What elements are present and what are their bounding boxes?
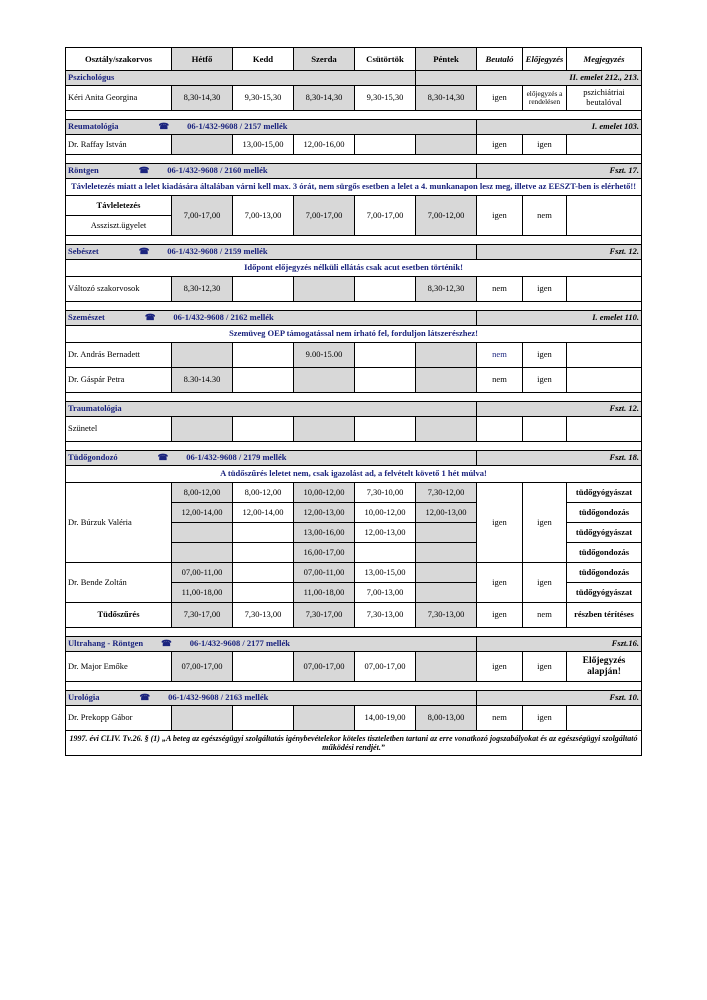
- table-row: [66, 417, 642, 442]
- note-cell: részben térítéses: [567, 603, 642, 628]
- booking-cell: nem: [523, 196, 567, 236]
- dept-name: Szemészet: [68, 312, 105, 323]
- dept-location: II. emelet 212., 213.: [416, 71, 642, 86]
- dept-phone: 06-1/432-9608 / 2159 mellék: [167, 246, 268, 257]
- table-row: [66, 652, 642, 682]
- booking-cell: igen: [523, 135, 567, 155]
- table-row: [66, 368, 642, 393]
- booking-cell: igen: [523, 343, 567, 368]
- hours-cell: 7,00-17,00: [355, 196, 416, 236]
- col-mon: Hétfő: [172, 48, 233, 71]
- booking-cell: nem: [523, 603, 567, 628]
- dept-name: Röntgen: [68, 165, 99, 176]
- dept-header-rheum: [66, 120, 642, 135]
- dept-notice: Távleletezés miatt a lelet kiadására általában várni kell max. 3 órát, nem sürgős esetben a lelet a 4. munkanapon lesz meg, illetve az EESZT-ben is elérhető!!: [66, 179, 642, 196]
- hours-cell: 8,30-14,30: [416, 86, 477, 111]
- booking-cell: igen: [523, 483, 567, 563]
- dept-location: Fszt. 10.: [477, 691, 642, 706]
- hours-cell: 8.30-14.30: [172, 368, 233, 393]
- doctor-name: Dr. András Bernadett: [66, 343, 172, 368]
- hours-cell: 7,00-17,00: [172, 196, 233, 236]
- referral-cell: nem: [477, 706, 523, 731]
- footer-row: [66, 731, 642, 756]
- col-thu: Csütörtök: [355, 48, 416, 71]
- table-row: [66, 277, 642, 302]
- doctor-name: Változó szakorvosok: [66, 277, 172, 302]
- hours-cell: [355, 543, 416, 563]
- dept-name: Reumatológia: [68, 121, 119, 132]
- dept-location: Fszt. 18.: [477, 451, 642, 466]
- dept-phone: 06-1/432-9608 / 2160 mellék: [167, 165, 268, 176]
- dept-header-surgery: [66, 245, 642, 260]
- hours-cell: 7,30-13,00: [416, 603, 477, 628]
- booking-cell: igen: [523, 563, 567, 603]
- doctor-name: Kéri Anita Georgina: [66, 86, 172, 111]
- hours-cell: 07,00-17,00: [294, 652, 355, 682]
- doctor-name: Dr. Búrzuk Valéria: [66, 483, 172, 563]
- hours-cell: [172, 523, 233, 543]
- doctor-name: Dr. Prekopp Gábor: [66, 706, 172, 731]
- table-row: [66, 196, 642, 216]
- booking-cell: igen: [523, 652, 567, 682]
- hours-cell: 8,00-12,00: [233, 483, 294, 503]
- dept-name: Pszichológus: [66, 71, 416, 86]
- hours-cell: 12,00-13,00: [355, 523, 416, 543]
- hours-cell: 11,00-18,00: [172, 583, 233, 603]
- dept-name: Traumatológia: [66, 402, 477, 417]
- referral-cell: igen: [477, 563, 523, 603]
- note-cell: tüdőgyógyászat: [567, 583, 642, 603]
- row-label: Assziszt.ügyelet: [66, 216, 172, 236]
- telephone-icon: ☎: [158, 121, 170, 132]
- hours-cell: 9,30-15,30: [233, 86, 294, 111]
- hours-cell: 16,00-17,00: [294, 543, 355, 563]
- header-row: [66, 48, 642, 71]
- hours-cell: [172, 543, 233, 563]
- dept-phone: 06-1/432-9608 / 2179 mellék: [186, 452, 287, 463]
- notice-row: [66, 466, 642, 483]
- dept-name: Ultrahang - Röntgen: [68, 638, 144, 649]
- telephone-icon: ☎: [139, 692, 151, 703]
- hours-cell: 9,30-15,30: [355, 86, 416, 111]
- hours-cell: [416, 543, 477, 563]
- hours-cell: 13,00-15,00: [355, 563, 416, 583]
- booking-cell: igen: [523, 277, 567, 302]
- telephone-icon: ☎: [144, 312, 156, 323]
- row-label: Tüdőszűrés: [66, 603, 172, 628]
- dept-name: Sebészet: [68, 246, 99, 257]
- referral-cell: igen: [477, 86, 523, 111]
- note-cell: tüdőgondozás: [567, 503, 642, 523]
- hours-cell: 12,00-13,00: [416, 503, 477, 523]
- referral-cell: igen: [477, 652, 523, 682]
- table-row: [66, 706, 642, 731]
- table-row: [66, 563, 642, 583]
- note-cell: pszichiátriai beutalóval: [567, 86, 642, 111]
- col-fri: Péntek: [416, 48, 477, 71]
- hours-cell: 07,00-17,00: [172, 652, 233, 682]
- dept-name: Tüdőgondozó: [68, 452, 118, 463]
- hours-cell: 10,00-12,00: [294, 483, 355, 503]
- booking-cell: előjegyzés a rendelésen: [523, 86, 567, 111]
- legal-footer: 1997. évi CLIV. Tv.26. § (1) „A beteg az egészségügyi szolgáltatás igénybevételekor köteles tiszteletben tartani az erre vonatkozó jogszabályokat és az egészségügyi szolgáltató működési rendjét.”: [66, 731, 642, 756]
- col-dept: Osztály/szakorvos: [66, 48, 172, 71]
- hours-cell: [233, 543, 294, 563]
- col-tue: Kedd: [233, 48, 294, 71]
- hours-cell: 12,00-16,00: [294, 135, 355, 155]
- telephone-icon: ☎: [157, 452, 169, 463]
- dept-header-psych: [66, 71, 642, 86]
- hours-cell: 7,30-12,00: [416, 483, 477, 503]
- dept-header-uro: [66, 691, 642, 706]
- hours-cell: [416, 563, 477, 583]
- telephone-icon: ☎: [138, 246, 150, 257]
- hours-cell: [416, 523, 477, 543]
- col-referral: Beutaló: [477, 48, 523, 71]
- telephone-icon: ☎: [161, 638, 172, 649]
- note-cell: Előjegyzés alapján!: [567, 652, 642, 682]
- row-label: Távleletezés: [66, 196, 172, 216]
- hours-cell: 7,30-13,00: [233, 603, 294, 628]
- hours-cell: 7,00-12,00: [416, 196, 477, 236]
- hours-cell: 13,00-16,00: [294, 523, 355, 543]
- dept-header-eye: [66, 311, 642, 326]
- note-cell: tüdőgondozás: [567, 543, 642, 563]
- doctor-name: Dr. Bende Zoltán: [66, 563, 172, 603]
- notice-row: [66, 326, 642, 343]
- dept-notice: Időpont előjegyzés nélküli ellátás csak acut esetben történik!: [66, 260, 642, 277]
- table-row: [66, 343, 642, 368]
- hours-cell: [233, 563, 294, 583]
- referral-cell: nem: [477, 343, 523, 368]
- dept-header-lung: [66, 451, 642, 466]
- hours-cell: 7,30-10,00: [355, 483, 416, 503]
- dept-location: I. emelet 103.: [477, 120, 642, 135]
- dept-location: Fszt.16.: [477, 637, 642, 652]
- table-row: [66, 135, 642, 155]
- dept-header-xray: [66, 164, 642, 179]
- hours-cell: 8,30-12,30: [172, 277, 233, 302]
- hours-cell: 7,00-13,00: [233, 196, 294, 236]
- dept-header-ultra: [66, 637, 642, 652]
- col-note: Megjegyzés: [567, 48, 642, 71]
- dept-location: Fszt. 17.: [477, 164, 642, 179]
- dept-location: Fszt. 12.: [477, 245, 642, 260]
- notice-row: [66, 260, 642, 277]
- hours-cell: 7,30-13,00: [355, 603, 416, 628]
- hours-cell: 12,00-13,00: [294, 503, 355, 523]
- doctor-name: Dr. Major Emőke: [66, 652, 172, 682]
- hours-cell: [416, 583, 477, 603]
- note-cell: tüdőgyógyászat: [567, 523, 642, 543]
- booking-cell: igen: [523, 706, 567, 731]
- hours-cell: 8,30-12,30: [416, 277, 477, 302]
- dept-location: Fszt. 12.: [477, 402, 642, 417]
- dept-phone: 06-1/432-9608 / 2177 mellék: [189, 638, 291, 649]
- referral-cell: nem: [477, 368, 523, 393]
- hours-cell: 10,00-12,00: [355, 503, 416, 523]
- telephone-icon: ☎: [138, 165, 150, 176]
- hours-cell: 13,00-15,00: [233, 135, 294, 155]
- hours-cell: 07,00-17,00: [355, 652, 416, 682]
- referral-cell: igen: [477, 135, 523, 155]
- hours-cell: 7,30-17,00: [294, 603, 355, 628]
- note-cell: tüdőgyógyászat: [567, 483, 642, 503]
- dept-name: Urológia: [68, 692, 100, 703]
- hours-cell: 14,00-19,00: [355, 706, 416, 731]
- dept-phone: 06-1/432-9608 / 2163 mellék: [168, 692, 269, 703]
- hours-cell: 8,00-12,00: [172, 483, 233, 503]
- referral-cell: igen: [477, 196, 523, 236]
- table-row: [66, 603, 642, 628]
- hours-cell: 07,00-11,00: [172, 563, 233, 583]
- dept-phone: 06-1/432-9608 / 2157 mellék: [187, 121, 288, 132]
- referral-cell: nem: [477, 277, 523, 302]
- col-wed: Szerda: [294, 48, 355, 71]
- referral-cell: igen: [477, 483, 523, 563]
- hours-cell: 11,00-18,00: [294, 583, 355, 603]
- table-row: [66, 483, 642, 503]
- hours-cell: 7,30-17,00: [172, 603, 233, 628]
- dept-location: I. emelet 110.: [477, 311, 642, 326]
- hours-cell: 7,00-13,00: [355, 583, 416, 603]
- hours-cell: 7,00-17,00: [294, 196, 355, 236]
- hours-cell: 07,00-11,00: [294, 563, 355, 583]
- booking-cell: igen: [523, 368, 567, 393]
- dept-header-trauma: [66, 402, 642, 417]
- referral-cell: igen: [477, 603, 523, 628]
- doctor-name: Dr. Gáspár Petra: [66, 368, 172, 393]
- hours-cell: 8,00-13,00: [416, 706, 477, 731]
- doctor-name: Szünetel: [66, 417, 172, 442]
- notice-row: [66, 179, 642, 196]
- hours-cell: [233, 583, 294, 603]
- dept-notice: A tüdőszűrés leletet nem, csak igazolást ad, a felvételt követő 1 hét múlva!: [66, 466, 642, 483]
- hours-cell: 8,30-14,30: [294, 86, 355, 111]
- doctor-name: Dr. Raffay István: [66, 135, 172, 155]
- hours-cell: [233, 523, 294, 543]
- hours-cell: 9.00-15.00: [294, 343, 355, 368]
- hours-cell: 12,00-14,00: [172, 503, 233, 523]
- table-row: [66, 86, 642, 111]
- hours-cell: 8,30-14,30: [172, 86, 233, 111]
- schedule-table: [65, 47, 642, 756]
- hours-cell: 12,00-14,00: [233, 503, 294, 523]
- col-booking: Előjegyzés: [523, 48, 567, 71]
- dept-phone: 06-1/432-9608 / 2162 mellék: [173, 312, 274, 323]
- dept-notice: Szemüveg OEP támogatással nem írható fel, forduljon látszerészhez!: [66, 326, 642, 343]
- note-cell: tüdőgondozás: [567, 563, 642, 583]
